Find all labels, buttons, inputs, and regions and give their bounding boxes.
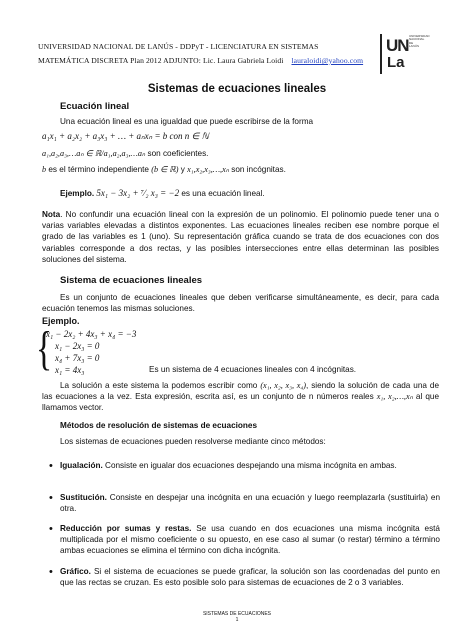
document-title: Sistemas de ecuaciones lineales <box>147 83 327 95</box>
method-label: Reducción por sumas y restas. <box>60 524 192 533</box>
header-university-line: UNIVERSIDAD NACIONAL DE LANÚS - DDPyT - LICENCIATURA EN SISTEMAS <box>38 42 319 51</box>
header-course-text: MATEMÁTICA DISCRETA Plan 2012 ADJUNTO: Lic. Laura Gabriela Loidi <box>38 56 284 65</box>
method-text: Consiste en igualar dos ecuaciones despejando una misma incógnita en ambas. <box>102 461 397 470</box>
method-text: Consiste en despejar una incógnita en una ecuación y luego reemplazarla (sustituirla) en otra. <box>60 493 440 514</box>
section-heading-methods: Métodos de resolución de sistemas de ecuaciones <box>60 421 258 430</box>
note-label: Nota <box>42 210 61 219</box>
solution-text-3: al que llamamos vector. <box>42 392 439 413</box>
method-label: Igualación. <box>60 461 103 470</box>
coefficients-line <box>42 148 442 159</box>
and-text: y <box>180 165 185 174</box>
logo-bar <box>380 34 382 74</box>
note-text: . No confundir una ecuación lineal con la expresión de un polinomio. El polinomio puede tener una o varias variables elevadas a distintos exponentes. Las ecuaciones lineales reciben ese nombre porque el grado de las variables es 1 (uno). Su representación gráfica cuando se trata de dos ecuaciones con dos variables corresponde a dos rectas, y las posibles intersecciones entre ellas determinan las posibles soluciones del sistema. <box>42 210 439 264</box>
header-course-line <box>38 54 363 68</box>
method-item-igualacion <box>60 460 440 471</box>
logo-top-text: UN <box>386 36 409 55</box>
note-paragraph <box>42 209 439 265</box>
bullet-icon: • <box>49 460 53 472</box>
linear-formula: a₁x₁ + a₂x₂ + a₃x₃ + … + aₙxₙ = b con n ∈ ℕ <box>42 131 209 141</box>
system-equation-2: x₁ − 2x₃ = 0 <box>55 341 100 351</box>
system-equation-1: x₁ − 2x₂ + 4x₃ + x₄ = −3 <box>46 329 137 339</box>
bullet-icon: • <box>49 492 53 504</box>
footer-title: SISTEMAS DE ECUACIONES <box>202 611 272 617</box>
coefficients-math: a₁,a₂,a₃,…aₙ ∈ ℝ/a₁,a₂,a₃,…aₙ <box>42 149 146 158</box>
method-text: Si el sistema de ecuaciones se puede graficar, la solución son las coordenadas del punto en que las rectas se cruzan. Es esto posible solo para sistemas de ecuaciones de 2 o 3 variables. <box>60 567 440 588</box>
linear-example <box>60 188 450 199</box>
method-item-reduccion <box>60 523 440 557</box>
method-text: Se usa cuando en dos ecuaciones una misma incógnita está multiplicada por el mismo coeficiente o su opuesto, en ese caso al sumar (o restar) término a término ambas ecuaciones se elimina el término con dicha incógnita. <box>60 524 440 556</box>
example-text: es una ecuación lineal. <box>181 189 265 198</box>
section-heading-linear: Ecuación lineal <box>60 101 130 112</box>
unknowns-math: x₁,x₂,x₃,…,xₙ <box>187 165 229 174</box>
method-label: Gráfico. <box>60 567 91 576</box>
bullet-icon: • <box>49 523 53 535</box>
unknowns-text: son incógnitas. <box>231 165 286 174</box>
system-example-label: Ejemplo. <box>42 316 80 326</box>
footer-page-number: 1 <box>235 617 239 623</box>
system-brace: { <box>36 322 53 375</box>
system-intro: Es un conjunto de ecuaciones lineales que deben verificarse simultáneamente, es decir, para cada ecuación tenemos las mismas soluciones. <box>42 293 439 314</box>
method-label: Sustitución. <box>60 493 107 502</box>
b-variable: b <box>42 165 47 174</box>
example-equation: 5x₁ − 3x₂ + ⁷⁄₂ x₃ = −2 <box>96 188 180 198</box>
logo-small-text: UNIVERSIDAD NACIONAL DE LANÚS <box>409 34 430 49</box>
system-example-text: Es un sistema de 4 ecuaciones lineales con 4 incógnitas. <box>149 365 357 374</box>
method-item-grafico <box>60 566 440 588</box>
solution-text-2: , siendo la solución de cada una de las ecuaciones a la vez. Esta expresión, escrita así, es un conjunto de n números reales <box>42 381 440 402</box>
solution-text-1: La solución a este sistema la podemos escribir como <box>60 381 258 390</box>
logo-bottom-text: La <box>387 54 405 71</box>
university-logo <box>380 32 434 76</box>
section-heading-system: Sistema de ecuaciones lineales <box>60 275 203 286</box>
coefficients-text: son coeficientes. <box>147 149 209 158</box>
system-equation-3: x₄ + 7x₃ = 0 <box>55 353 100 363</box>
method-item-sustitucion <box>60 492 440 514</box>
header-email-link[interactable]: lauraloidi@yahoo.com <box>291 56 364 65</box>
independent-term-text: es el término independiente <box>48 165 149 174</box>
solution-reals: x₁, x₂,…,xₙ <box>376 392 413 402</box>
solution-vector: (x₁, x₂, x₃, x₄) <box>260 381 306 390</box>
linear-intro: Una ecuación lineal es una igualdad que puede escribirse de la forma <box>60 117 314 126</box>
methods-intro: Los sistemas de ecuaciones pueden resolverse mediante cinco métodos: <box>60 437 326 446</box>
solution-paragraph <box>42 380 439 414</box>
independent-term-line <box>42 164 452 175</box>
example-label: Ejemplo. <box>60 189 95 198</box>
bullet-icon: • <box>49 566 53 578</box>
document-header <box>38 40 363 68</box>
b-domain: (b ∈ ℝ) <box>151 165 179 174</box>
system-equation-4: x₁ = 4x₃ <box>55 365 85 375</box>
